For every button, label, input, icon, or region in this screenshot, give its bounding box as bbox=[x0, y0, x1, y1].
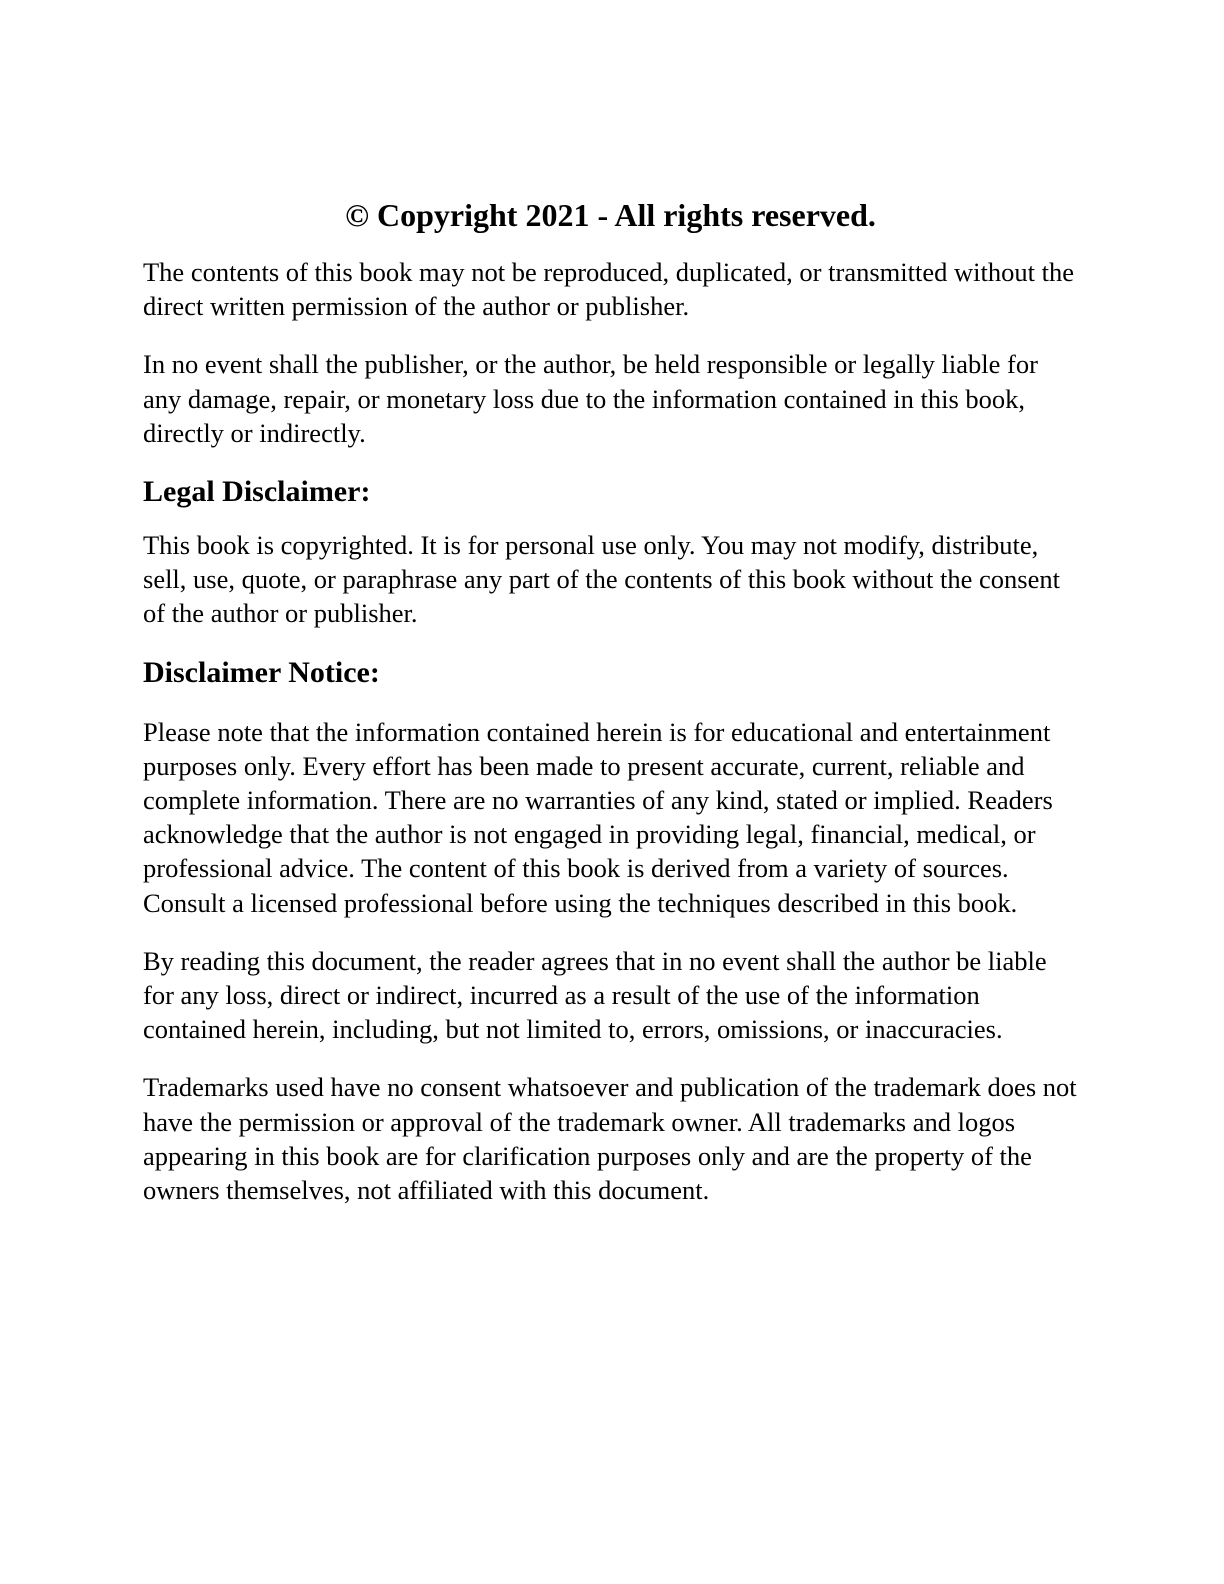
disclaimer-notice-paragraph-educational: Please note that the information contained herein is for educational and entertainment purposes only. Every effort has been made to present accurate, current, reliable and complete information. There are no warranties of any kind, stated or implied. Readers acknowledge that the author is not engaged in providing legal, financial, medical, or professional advice. The content of this book is derived from a variety of sources. Consult a licensed professional before using the techniques described in this book. bbox=[143, 716, 1053, 918]
document-page bbox=[143, 195, 1078, 1231]
intro-paragraph-liability: In no event shall the publisher, or the author, be held responsible or legally liable for any damage, repair, or monetary loss due to the information contained in this book, directly or indirectly. bbox=[143, 349, 1038, 448]
intro-paragraph-reproduction: The contents of this book may not be reproduced, duplicated, or transmitted without the direct written permission of the author or publisher. bbox=[143, 257, 1074, 322]
disclaimer-notice-heading: Disclaimer Notice: bbox=[143, 655, 380, 689]
disclaimer-notice-paragraph-trademarks: Trademarks used have no consent whatsoever and publication of the trademark does not have the permission or approval of the trademark owner. All trademarks and logos appearing in this book are for clarification purposes only and are the property of the owners themselves, not affiliated with this document. bbox=[143, 1072, 1077, 1206]
copyright-title: © Copyright 2021 - All rights reserved. bbox=[345, 197, 876, 233]
legal-disclaimer-paragraph: This book is copyrighted. It is for personal use only. You may not modify, distribute, sell, use, quote, or paraphrase any part of the contents of this book without the consent of the author or publisher. bbox=[143, 530, 1060, 629]
disclaimer-notice-paragraph-agreement: By reading this document, the reader agrees that in no event shall the author be liable for any loss, direct or indirect, incurred as a result of the use of the information contained herein, including, but not limited to, errors, omissions, or inaccuracies. bbox=[143, 945, 1047, 1045]
legal-disclaimer-heading: Legal Disclaimer: bbox=[143, 475, 371, 509]
